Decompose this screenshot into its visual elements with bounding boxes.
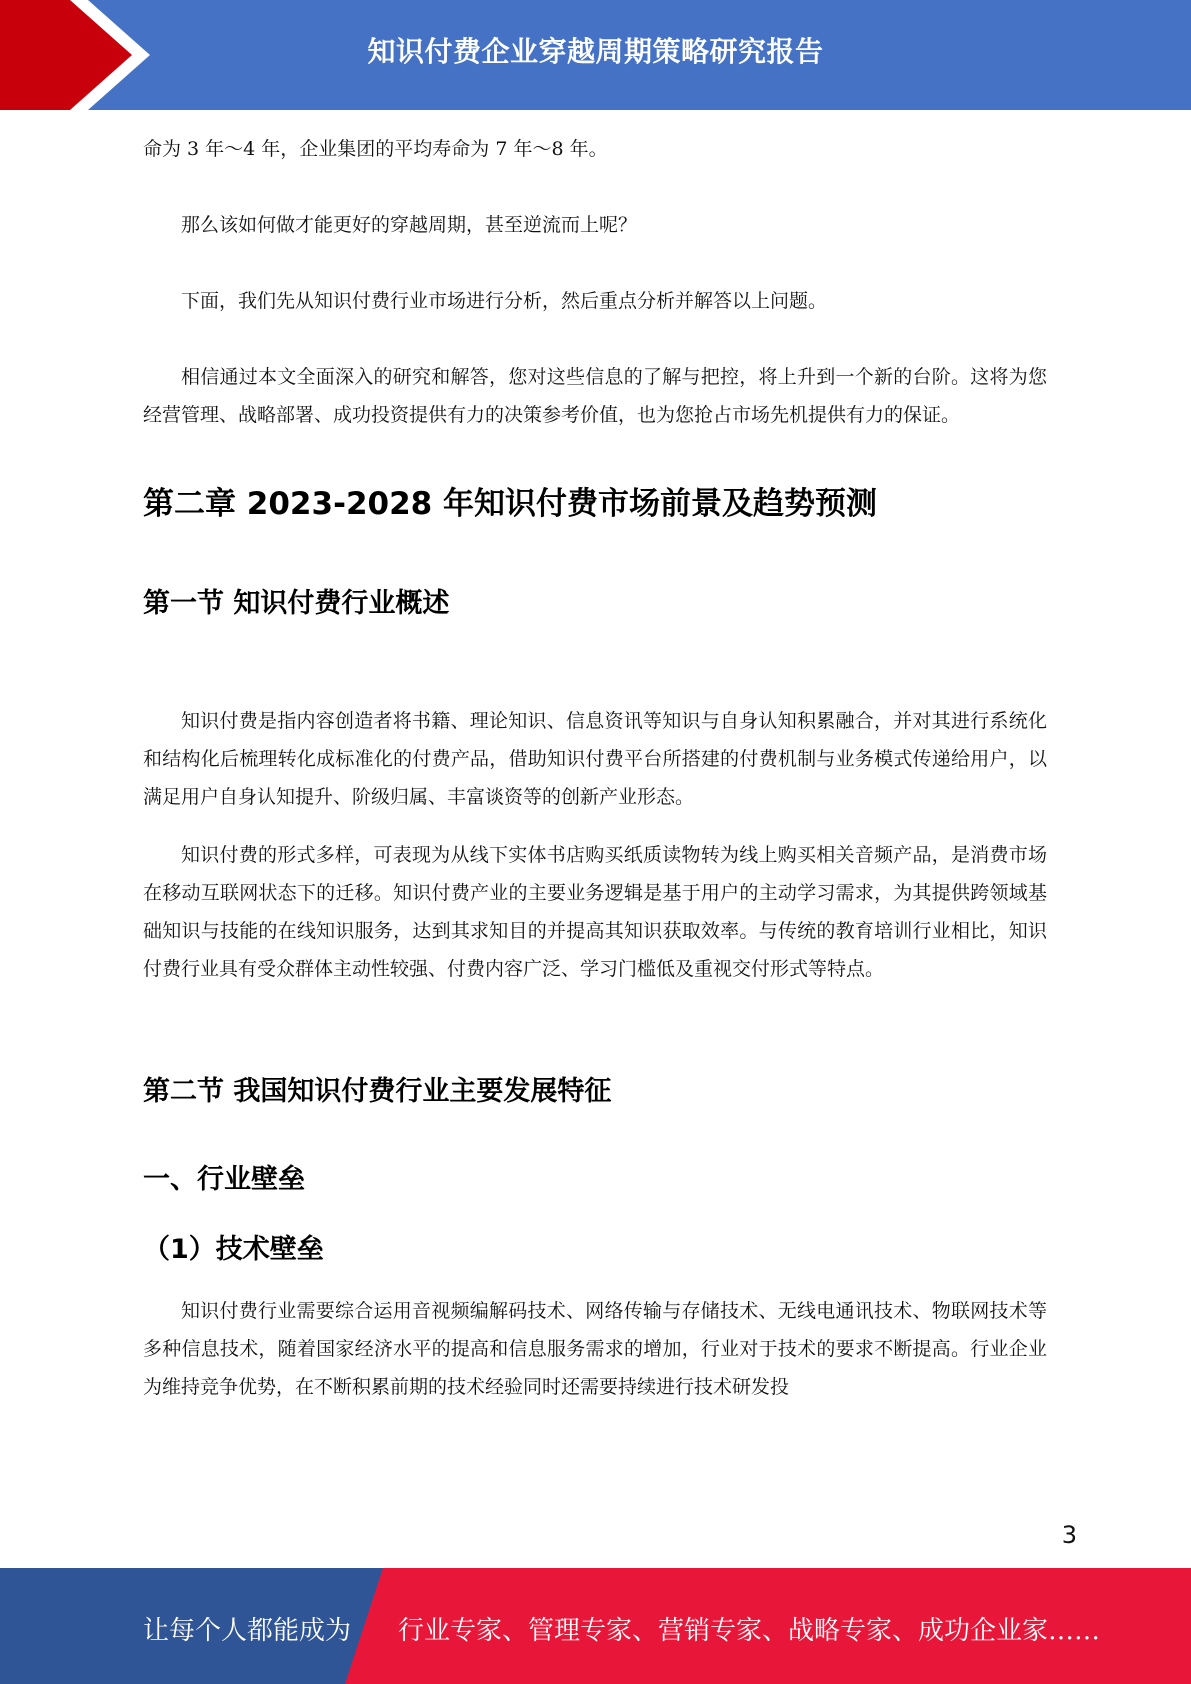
page-body	[143, 130, 1047, 1406]
heading-tech-barrier: （1）技术壁垒	[143, 1234, 324, 1265]
footer-slogan-right: 行业专家、管理专家、营销专家、战略专家、成功企业家……	[398, 1616, 1101, 1646]
paragraph-question: 那么该如何做才能更好的穿越周期，甚至逆流而上呢？	[181, 214, 638, 236]
section-title-overview: 第一节 知识付费行业概述	[143, 588, 450, 619]
chapter-title: 第二章 2023-2028 年知识付费市场前景及趋势预测	[143, 486, 878, 522]
section-title-features: 第二节 我国知识付费行业主要发展特征	[143, 1076, 612, 1107]
page-header	[0, 0, 1191, 110]
paragraph-continued: 命为 3 年～4 年，企业集团的平均寿命为 7 年～8 年。	[143, 138, 608, 160]
heading-industry-barrier: 一、行业壁垒	[143, 1164, 305, 1195]
paragraph-definition: 知识付费是指内容创造者将书籍、理论知识、信息资讯等知识与自身认知积累融合，并对其进行系统化和结构化后梳理转化成标准化的付费产品，借助知识付费平台所搭建的付费机制与业务模式传递给用户，以满足用户自身认知提升、阶级归属、丰富谈资等的创新产业形态。	[143, 710, 1047, 808]
footer-slogan-left: 让每个人都能成为	[143, 1616, 352, 1646]
page-number: 3	[1061, 1521, 1077, 1549]
page-footer	[0, 1568, 1191, 1684]
paragraph-belief: 相信通过本文全面深入的研究和解答，您对这些信息的了解与把控，将上升到一个新的台阶。这将为您经营管理、战略部署、成功投资提供有力的决策参考价值，也为您抢占市场先机提供有力的保证。	[143, 366, 1047, 426]
paragraph-forms: 知识付费的形式多样，可表现为从线下实体书店购买纸质读物转为线上购买相关音频产品，是消费市场在移动互联网状态下的迁移。知识付费产业的主要业务逻辑是基于用户的主动学习需求，为其提供跨领域基础知识与技能的在线知识服务，达到其求知目的并提高其知识获取效率。与传统的教育培训行业相比，知识付费行业具有受众群体主动性较强、付费内容广泛、学习门槛低及重视交付形式等特点。	[143, 844, 1047, 980]
paragraph-tech-barrier: 知识付费行业需要综合运用音视频编解码技术、网络传输与存储技术、无线电通讯技术、物联网技术等多种信息技术，随着国家经济水平的提高和信息服务需求的增加，行业对于技术的要求不断提高。行业企业为维持竞争优势，在不断积累前期的技术经验同时还需要持续进行技术研发投	[143, 1300, 1047, 1398]
paragraph-intro: 下面，我们先从知识付费行业市场进行分析，然后重点分析并解答以上问题。	[181, 290, 828, 312]
report-title: 知识付费企业穿越周期策略研究报告	[367, 35, 824, 68]
